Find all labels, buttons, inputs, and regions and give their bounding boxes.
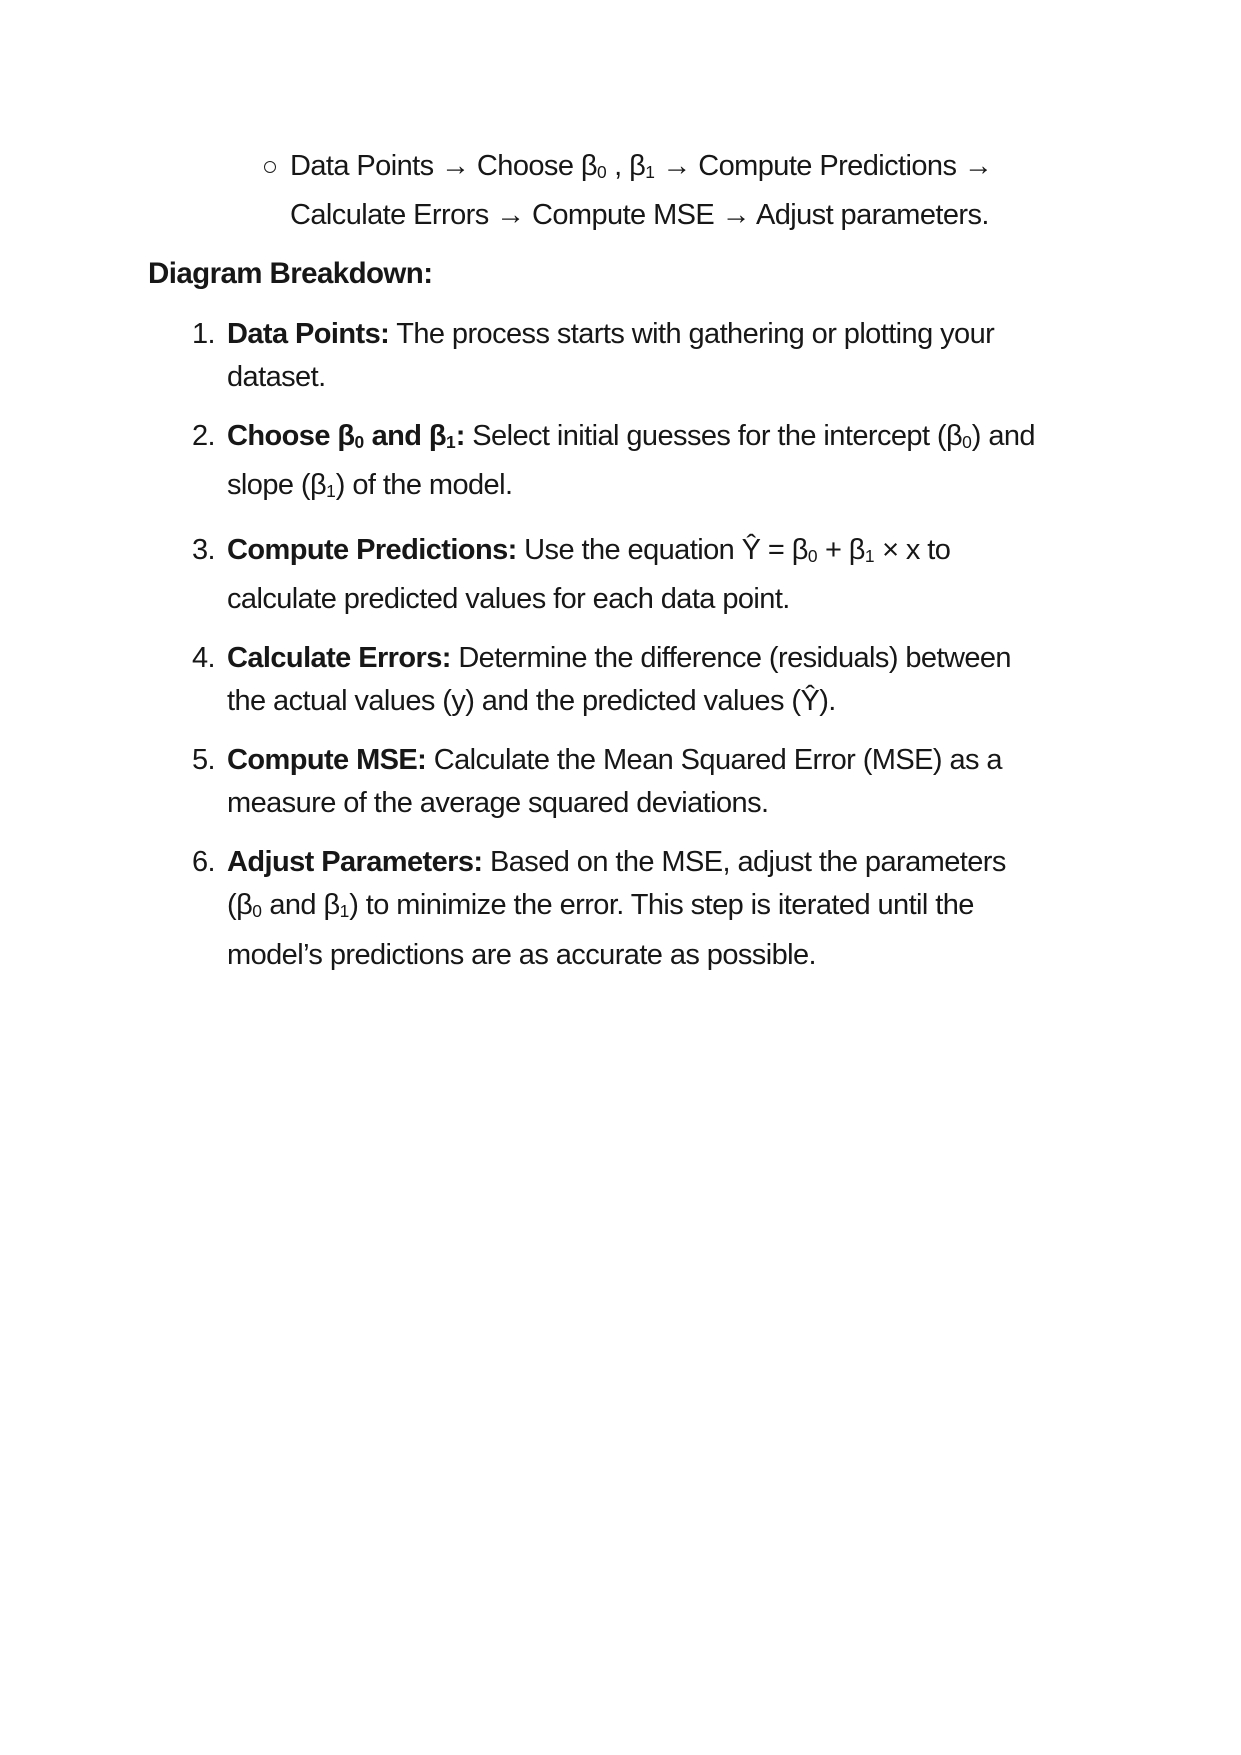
- text-segment: Compute Predictions:: [227, 534, 517, 567]
- text-segment: 1: [446, 432, 456, 453]
- text-segment: 0: [354, 432, 365, 453]
- list-item-text: [227, 637, 1047, 723]
- text-segment: Based on the MSE, adjust the parameters (β: [227, 846, 1006, 922]
- text-segment: Data Points → Choose β: [290, 150, 597, 182]
- text-segment: ) and slope (β: [227, 420, 1035, 502]
- list-item-text: [227, 841, 1047, 976]
- list-item-number: 1.: [192, 318, 216, 350]
- text-segment: ) of the model.: [335, 469, 513, 502]
- list-item: [192, 841, 1072, 976]
- text-segment: → Compute Predictions → Calculate Errors → Compute MSE → Adjust parameters.: [290, 150, 993, 232]
- list-item-text: [227, 313, 1047, 399]
- text-segment: and β: [261, 889, 340, 922]
- bullet-text: [290, 145, 1012, 237]
- text-segment: Data Points:: [227, 318, 390, 350]
- list-item-text: [227, 739, 1047, 825]
- text-segment: , β: [606, 150, 646, 182]
- text-segment: 1: [864, 546, 875, 567]
- text-segment: 1: [326, 481, 336, 502]
- numbered-list: [192, 313, 1072, 993]
- list-item: [192, 529, 1072, 621]
- list-item-number: 6.: [192, 846, 216, 879]
- text-segment: Choose β: [227, 420, 355, 452]
- text-segment: The process starts with gathering or plotting your dataset.: [227, 318, 995, 393]
- text-segment: 1: [339, 901, 350, 922]
- text-segment: × x to calculate predicted values for each data point.: [227, 534, 951, 616]
- text-segment: 0: [962, 432, 972, 453]
- text-segment: 0: [596, 162, 607, 183]
- list-item-number: 5.: [192, 744, 216, 777]
- list-item: [192, 637, 1072, 723]
- list-item-number: 4.: [192, 642, 216, 675]
- text-segment: Compute MSE:: [227, 744, 427, 777]
- text-segment: 0: [252, 901, 262, 922]
- text-segment: ) to minimize the error. This step is iterated until the model’s predictions are as accurate as possible.: [227, 889, 974, 971]
- circle-bullet-icon: [264, 145, 290, 173]
- text-segment: Select initial guesses for the intercept (β: [464, 420, 963, 452]
- text-segment: 1: [645, 162, 655, 183]
- text-segment: + β: [817, 534, 865, 567]
- text-segment: 0: [807, 546, 818, 567]
- list-item-number: 3.: [192, 534, 216, 567]
- text-segment: Use the equation Ŷ = β: [516, 534, 808, 567]
- list-item-number: 2.: [192, 420, 216, 452]
- text-segment: Adjust Parameters:: [227, 846, 483, 879]
- bullet-item: [264, 145, 1012, 237]
- list-item: [192, 313, 1072, 399]
- circle-bullet-ring: [264, 161, 276, 173]
- text-segment: Determine the difference (residuals) between the actual values (y) and the predicted values (Ŷ).: [227, 642, 1011, 718]
- section-heading: Diagram Breakdown:: [148, 257, 433, 290]
- text-segment: :: [455, 420, 465, 452]
- list-item: [192, 415, 1072, 513]
- text-segment: and β: [364, 420, 447, 452]
- list-item-text: [227, 415, 1047, 513]
- list-item: [192, 739, 1072, 825]
- text-segment: Calculate the Mean Squared Error (MSE) as a measure of the average squared deviations.: [227, 744, 1002, 820]
- text-segment: Calculate Errors:: [227, 642, 451, 675]
- list-item-text: [227, 529, 1047, 621]
